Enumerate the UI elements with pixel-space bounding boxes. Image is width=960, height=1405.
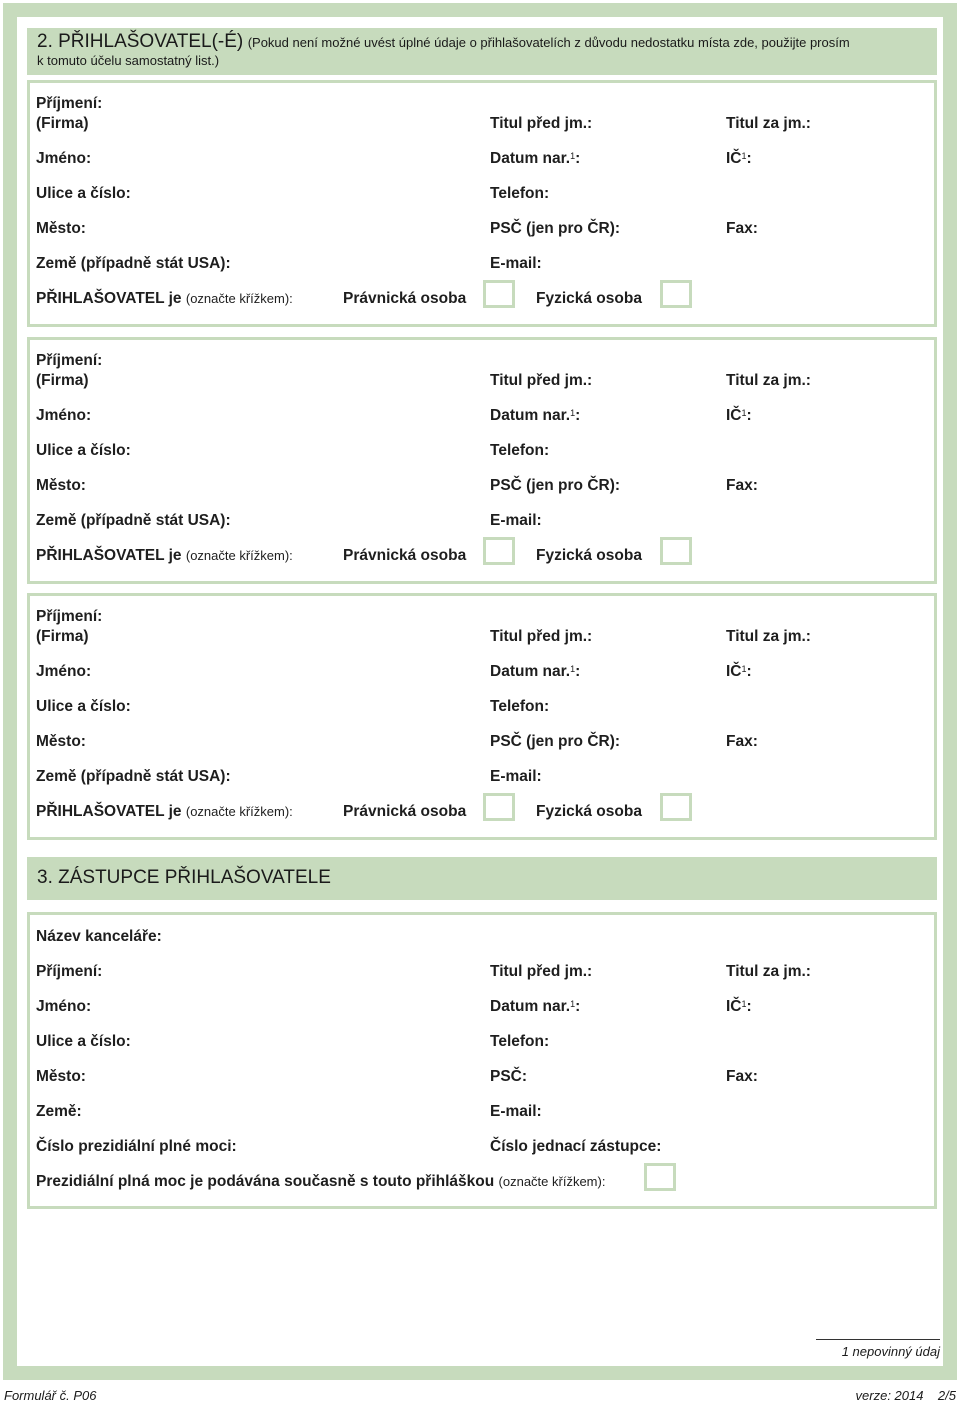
ic-label: $IČ^1$: [726, 150, 752, 167]
postcode-label: PSČ (jen pro ČR): [490, 220, 621, 237]
phone-label: Telefon: [490, 698, 550, 715]
legal-person-label: Právnická osoba [343, 547, 467, 564]
surname-label: Příjmení: [36, 352, 103, 369]
page-content [17, 17, 943, 1366]
rep-surname-label: Příjmení: [36, 963, 103, 980]
applicant-type-label: PŘIHLAŠOVATEL je (označte křížkem): [36, 547, 293, 564]
rep-title-after-label: Titul za jm.: [726, 963, 811, 980]
rep-ic-label: $IČ^1$: [726, 998, 752, 1015]
firm-label: (Firma) [36, 115, 89, 132]
poa-checkbox[interactable] [644, 1163, 676, 1191]
form-name: Formulář č. P06 [4, 1388, 97, 1403]
birth-date-label: Datum nar.$^1$: [490, 407, 581, 424]
rep-birth-date-label: Datum nar.$^1$: [490, 998, 581, 1015]
section-2-title: 2. PŘIHLAŠOVATEL(-É) [37, 31, 244, 52]
birth-date-label: Datum nar.$^1$: [490, 150, 581, 167]
legal-person-checkbox[interactable] [483, 793, 515, 821]
title-after-label: Titul za jm.: [726, 628, 811, 645]
ref-number-label: Číslo jednací zástupce: [490, 1138, 662, 1155]
city-label: Město: [36, 733, 86, 750]
title-after-label: Titul za jm.: [726, 115, 811, 132]
fax-label: Fax: [726, 477, 758, 494]
natural-person-label: Fyzická osoba [536, 803, 642, 820]
street-label: Ulice a číslo: [36, 185, 131, 202]
title-before-label: Titul před jm.: [490, 372, 593, 389]
postcode-label: PSČ (jen pro ČR): [490, 733, 621, 750]
legal-person-label: Právnická osoba [343, 803, 467, 820]
section-2-note-line1: (Pokud není možné uvést úplné údaje o přihlašovatelích z důvodu nedostatku místa zde, použijte prosím [247, 35, 850, 50]
rep-first-name-label: Jméno: [36, 998, 92, 1015]
first-name-label: Jméno: [36, 407, 92, 424]
phone-label: Telefon: [490, 185, 550, 202]
firm-label: (Firma) [36, 372, 89, 389]
rep-phone-label: Telefon: [490, 1033, 550, 1050]
natural-person-checkbox[interactable] [660, 280, 692, 308]
page-border [3, 3, 957, 1380]
street-label: Ulice a číslo: [36, 442, 131, 459]
applicant-box-2 [27, 337, 937, 584]
rep-email-label: E-mail: [490, 1103, 542, 1120]
rep-city-label: Město: [36, 1068, 86, 1085]
poa-statement-label: Prezidiální plná moc je podávána současně s touto přihláškou (označte křížkem): [36, 1173, 606, 1190]
ic-label: $IČ^1$: [726, 407, 752, 424]
firm-label: (Firma) [36, 628, 89, 645]
ic-label: $IČ^1$: [726, 663, 752, 680]
natural-person-label: Fyzická osoba [536, 547, 642, 564]
first-name-label: Jméno: [36, 150, 92, 167]
country-label: Země (případně stát USA): [36, 512, 231, 529]
first-name-label: Jméno: [36, 663, 92, 680]
natural-person-label: Fyzická osoba [536, 290, 642, 307]
email-label: E-mail: [490, 255, 542, 272]
applicant-type-label: PŘIHLAŠOVATEL je (označte křížkem): [36, 803, 293, 820]
page-footer [0, 1388, 960, 1405]
office-name-label: Název kanceláře: [36, 928, 162, 945]
postcode-label: PSČ (jen pro ČR): [490, 477, 621, 494]
rep-fax-label: Fax: [726, 1068, 758, 1085]
rep-title-before-label: Titul před jm.: [490, 963, 593, 980]
street-label: Ulice a číslo: [36, 698, 131, 715]
legal-person-checkbox[interactable] [483, 537, 515, 565]
representative-box [27, 912, 937, 1209]
applicant-box-3 [27, 593, 937, 840]
legal-person-checkbox[interactable] [483, 280, 515, 308]
title-after-label: Titul za jm.: [726, 372, 811, 389]
country-label: Země (případně stát USA): [36, 768, 231, 785]
rep-street-label: Ulice a číslo: [36, 1033, 131, 1050]
section-3-header [27, 857, 937, 900]
footnote: 1 nepovinný údaj [816, 1339, 940, 1359]
section-3-title: 3. ZÁSTUPCE PŘIHLAŠOVATELE [37, 867, 331, 888]
fax-label: Fax: [726, 220, 758, 237]
fax-label: Fax: [726, 733, 758, 750]
country-label: Země (případně stát USA): [36, 255, 231, 272]
email-label: E-mail: [490, 768, 542, 785]
rep-country-label: Země: [36, 1103, 82, 1120]
title-before-label: Titul před jm.: [490, 115, 593, 132]
surname-label: Příjmení: [36, 608, 103, 625]
city-label: Město: [36, 220, 86, 237]
birth-date-label: Datum nar.$^1$: [490, 663, 581, 680]
email-label: E-mail: [490, 512, 542, 529]
applicant-type-label: PŘIHLAŠOVATEL je (označte křížkem): [36, 290, 293, 307]
applicant-box-1 [27, 80, 937, 327]
surname-label: Příjmení: [36, 95, 103, 112]
section-2-note-line2: k tomuto účelu samostatný list.) [37, 53, 220, 68]
poa-number-label: Číslo prezidiální plné moci: [36, 1138, 237, 1155]
natural-person-checkbox[interactable] [660, 793, 692, 821]
legal-person-label: Právnická osoba [343, 290, 467, 307]
city-label: Město: [36, 477, 86, 494]
title-before-label: Titul před jm.: [490, 628, 593, 645]
phone-label: Telefon: [490, 442, 550, 459]
section-2-header [27, 28, 937, 75]
version-and-page: verze: 2014 2/5 [855, 1388, 956, 1403]
rep-postcode-label: PSČ: [490, 1068, 528, 1085]
natural-person-checkbox[interactable] [660, 537, 692, 565]
